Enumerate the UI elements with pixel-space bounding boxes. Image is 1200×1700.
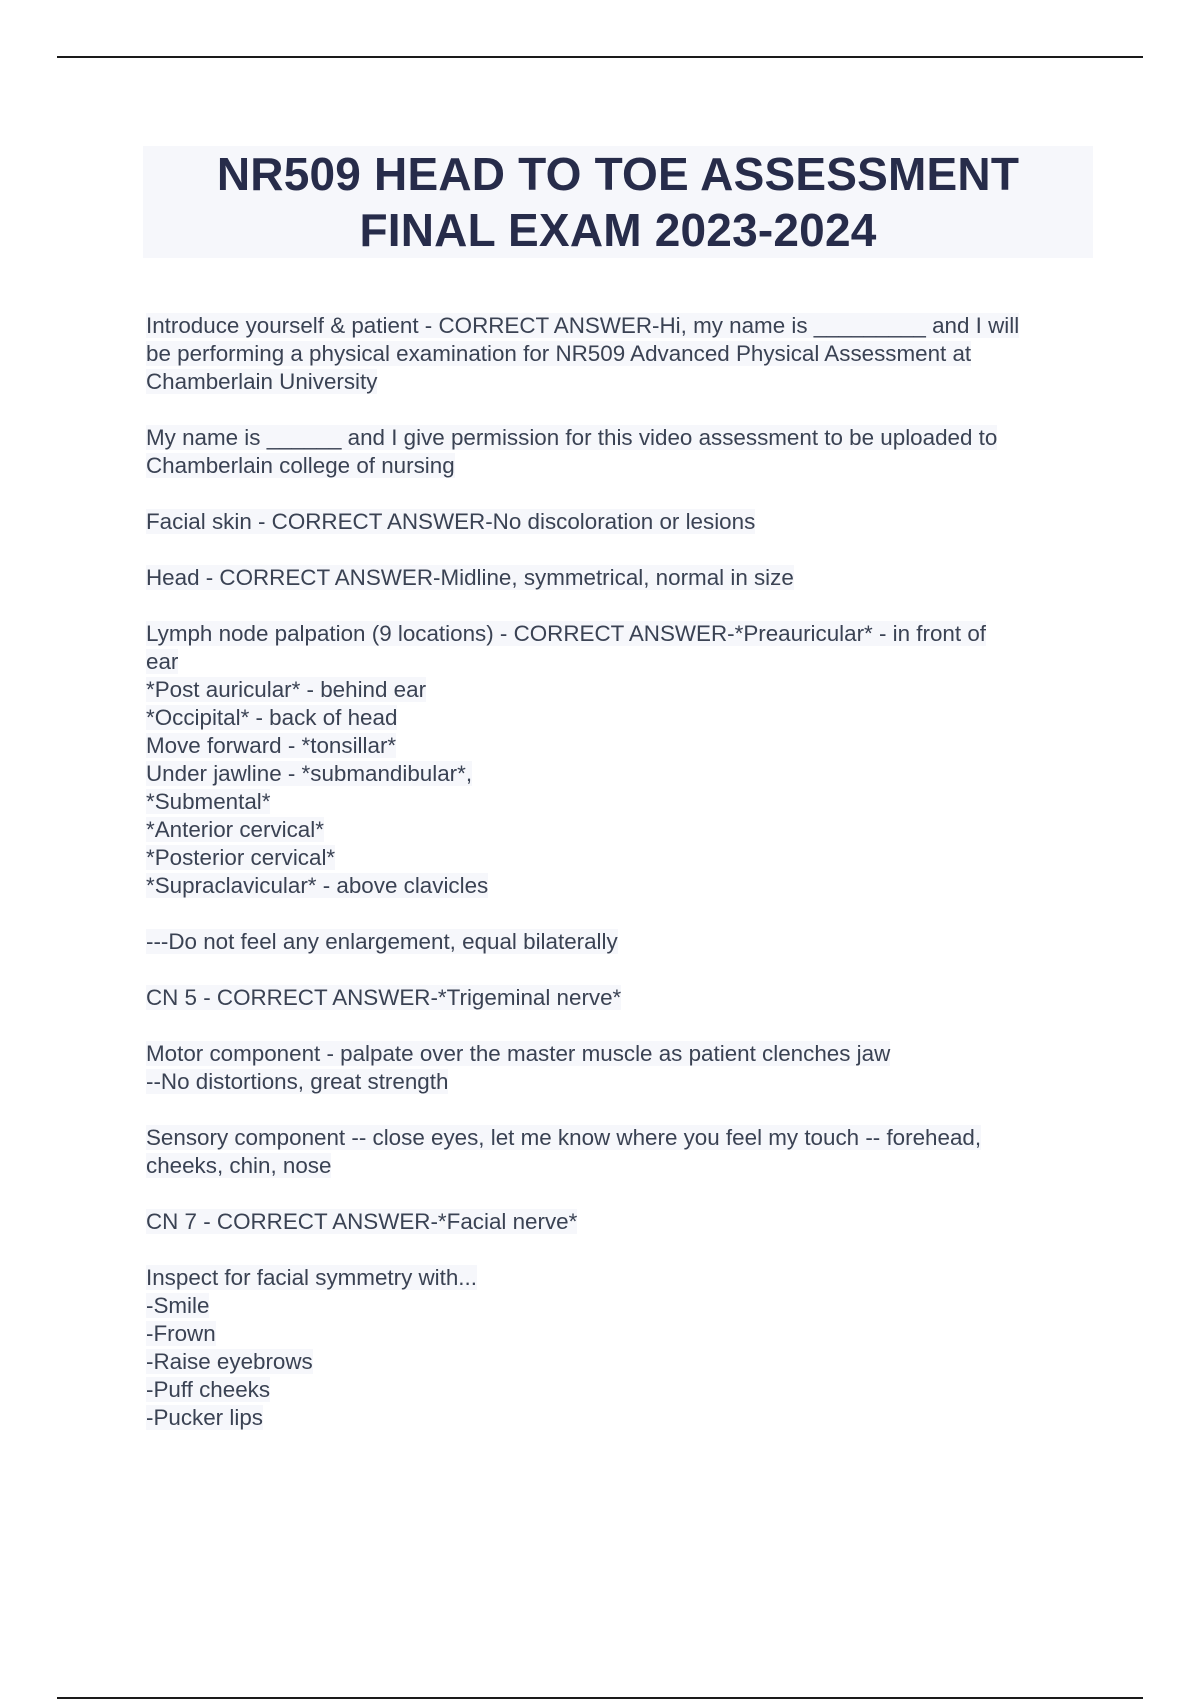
text-line-content: -Smile [146, 1293, 210, 1318]
paragraph-gap [146, 900, 1086, 928]
qa-block [146, 620, 1086, 900]
text-line [146, 1208, 1086, 1236]
text-line-content: Head - CORRECT ANSWER-Midline, symmetrical, normal in size [146, 565, 794, 590]
paragraph-gap [146, 1180, 1086, 1208]
text-line-content: *Supraclavicular* - above clavicles [146, 873, 489, 898]
text-line-content: -Raise eyebrows [146, 1349, 313, 1374]
text-line-content: -Puff cheeks [146, 1377, 271, 1402]
text-line [146, 452, 1086, 480]
text-line-content: CN 5 - CORRECT ANSWER-*Trigeminal nerve* [146, 985, 622, 1010]
qa-block [146, 1264, 1086, 1432]
text-line-content: Lymph node palpation (9 locations) - CORRECT ANSWER-*Preauricular* - in front of [146, 621, 986, 646]
text-line [146, 648, 1086, 676]
top-rule [57, 56, 1143, 58]
text-line [146, 508, 1086, 536]
text-line [146, 928, 1086, 956]
text-line-content: Motor component - palpate over the master muscle as patient clenches jaw [146, 1041, 891, 1066]
text-line [146, 760, 1086, 788]
text-line [146, 1152, 1086, 1180]
text-line [146, 312, 1086, 340]
document-body [146, 312, 1086, 1432]
text-line [146, 788, 1086, 816]
text-line [146, 732, 1086, 760]
text-line [146, 844, 1086, 872]
bottom-rule [57, 1697, 1143, 1699]
text-line [146, 872, 1086, 900]
qa-block [146, 508, 1086, 536]
qa-block [146, 1040, 1086, 1096]
text-line-content: *Anterior cervical* [146, 817, 324, 842]
paragraph-gap [146, 1096, 1086, 1124]
text-line-content: Introduce yourself & patient - CORRECT ANSWER-Hi, my name is _________ and I will [146, 313, 1020, 338]
text-line [146, 1124, 1086, 1152]
text-line-content: be performing a physical examination for NR509 Advanced Physical Assessment at [146, 341, 972, 366]
text-line [146, 424, 1086, 452]
text-line-content: Move forward - *tonsillar* [146, 733, 397, 758]
text-line-content: *Post auricular* - behind ear [146, 677, 427, 702]
paragraph-gap [146, 536, 1086, 564]
qa-block [146, 424, 1086, 480]
text-line-content: Sensory component -- close eyes, let me know where you feel my touch -- forehead, [146, 1125, 982, 1150]
text-line [146, 984, 1086, 1012]
text-line [146, 620, 1086, 648]
text-line-content: Chamberlain college of nursing [146, 453, 455, 478]
text-line [146, 564, 1086, 592]
text-line-content: *Occipital* - back of head [146, 705, 398, 730]
paragraph-gap [146, 480, 1086, 508]
text-line [146, 1404, 1086, 1432]
qa-block [146, 1124, 1086, 1180]
paragraph-gap [146, 1012, 1086, 1040]
paragraph-gap [146, 956, 1086, 984]
title-line-2: FINAL EXAM 2023-2024 [359, 204, 877, 256]
text-line-content: Inspect for facial symmetry with... [146, 1265, 477, 1290]
text-line-content: *Submental* [146, 789, 271, 814]
paragraph-gap [146, 1236, 1086, 1264]
qa-block [146, 312, 1086, 396]
text-line-content: CN 7 - CORRECT ANSWER-*Facial nerve* [146, 1209, 578, 1234]
text-line-content: cheeks, chin, nose [146, 1153, 332, 1178]
text-line [146, 1292, 1086, 1320]
text-line [146, 1376, 1086, 1404]
text-line [146, 1348, 1086, 1376]
text-line-content: ---Do not feel any enlargement, equal bilaterally [146, 929, 618, 954]
text-line-content: Facial skin - CORRECT ANSWER-No discoloration or lesions [146, 509, 756, 534]
text-line-content: My name is ______ and I give permission for this video assessment to be uploaded to [146, 425, 998, 450]
title-line-1: NR509 HEAD TO TOE ASSESSMENT [216, 148, 1020, 200]
paragraph-gap [146, 396, 1086, 424]
qa-block [146, 1208, 1086, 1236]
text-line [146, 704, 1086, 732]
text-line [146, 1068, 1086, 1096]
text-line [146, 1264, 1086, 1292]
text-line [146, 1040, 1086, 1068]
text-line [146, 368, 1086, 396]
text-line-content: *Posterior cervical* [146, 845, 336, 870]
text-line [146, 676, 1086, 704]
text-line-content: ear [146, 649, 179, 674]
paragraph-gap [146, 592, 1086, 620]
qa-block [146, 928, 1086, 956]
document-title [143, 146, 1093, 258]
text-line-content: --No distortions, great strength [146, 1069, 449, 1094]
text-line [146, 340, 1086, 368]
qa-block [146, 564, 1086, 592]
text-line-content: -Frown [146, 1321, 216, 1346]
text-line-content: Under jawline - *submandibular*, [146, 761, 473, 786]
text-line-content: Chamberlain University [146, 369, 378, 394]
text-line-content: -Pucker lips [146, 1405, 263, 1430]
text-line [146, 816, 1086, 844]
text-line [146, 1320, 1086, 1348]
qa-block [146, 984, 1086, 1012]
